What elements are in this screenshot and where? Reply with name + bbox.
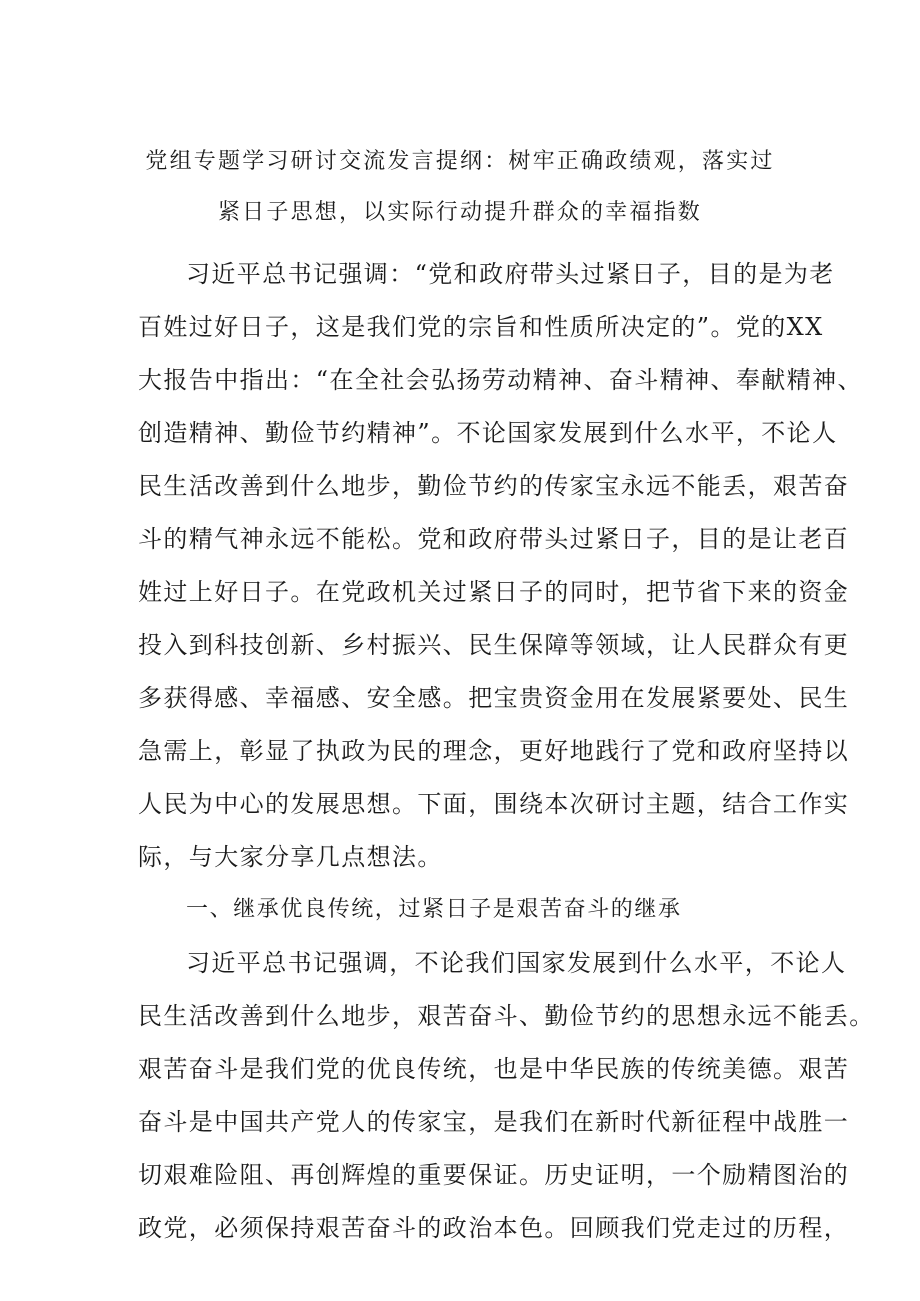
paragraph-2-line-6: 政党，必须保持艰苦奋斗的政治本色。回顾我们党走过的历程， (138, 1214, 850, 1242)
paragraph-1-line-2: 百姓过好日子，这是我们党的宗旨和性质所决定的”。党的XX (138, 313, 824, 341)
paragraph-2-line-5: 切艰难险阻、再创辉煌的重要保证。历史证明，一个励精图治的 (138, 1161, 850, 1189)
paragraph-1-line-9: 多获得感、幸福感、安全感。把宝贵资金用在发展紧要处、民生 (138, 684, 850, 712)
paragraph-1-line-8: 投入到科技创新、乡村振兴、民生保障等领域，让人民群众有更 (138, 631, 850, 659)
paragraph-2-line-1: 习近平总书记强调，不论我们国家发展到什么水平，不论人 (186, 949, 847, 977)
paragraph-1-line-3: 大报告中指出：“在全社会弘扬劳动精神、奋斗精神、奉献精神、 (138, 366, 863, 394)
paragraph-1-line-1: 习近平总书记强调：“党和政府带头过紧日子，目的是为老 (186, 260, 835, 288)
paragraph-1-line-4: 创造精神、勤俭节约精神”。不论国家发展到什么水平，不论人 (138, 419, 838, 447)
paragraph-1-line-11: 人民为中心的发展思想。下面，围绕本次研讨主题，结合工作实 (138, 790, 850, 818)
paragraph-1-line-6: 斗的精气神永远不能松。党和政府带头过紧日子，目的是让老百 (138, 525, 850, 553)
document-title-line-2: 紧日子思想，以实际行动提升群众的幸福指数 (217, 200, 702, 225)
paragraph-1-line-10: 急需上，彰显了执政为民的理念，更好地践行了党和政府坚持以 (138, 737, 850, 765)
paragraph-2-line-2: 民生活改善到什么地步，艰苦奋斗、勤俭节约的思想永远不能丢。 (138, 1002, 875, 1030)
paragraph-1-line-5: 民生活改善到什么地步，勤俭节约的传家宝永远不能丢，艰苦奋 (138, 472, 850, 500)
paragraph-2-line-4: 奋斗是中国共产党人的传家宝，是我们在新时代新征程中战胜一 (138, 1108, 850, 1136)
section-1-heading: 一、继承优良传统，过紧日子是艰苦奋斗的继承 (186, 897, 682, 922)
document-title-line-1: 党组专题学习研讨交流发言提纲：树牢正确政绩观，落实过 (145, 149, 775, 174)
paragraph-1-line-12: 际，与大家分享几点想法。 (138, 843, 443, 871)
paragraph-2-line-3: 艰苦奋斗是我们党的优良传统，也是中华民族的传统美德。艰苦 (138, 1055, 850, 1083)
paragraph-1-line-7: 姓过上好日子。在党政机关过紧日子的同时，把节省下来的资金 (138, 578, 850, 606)
